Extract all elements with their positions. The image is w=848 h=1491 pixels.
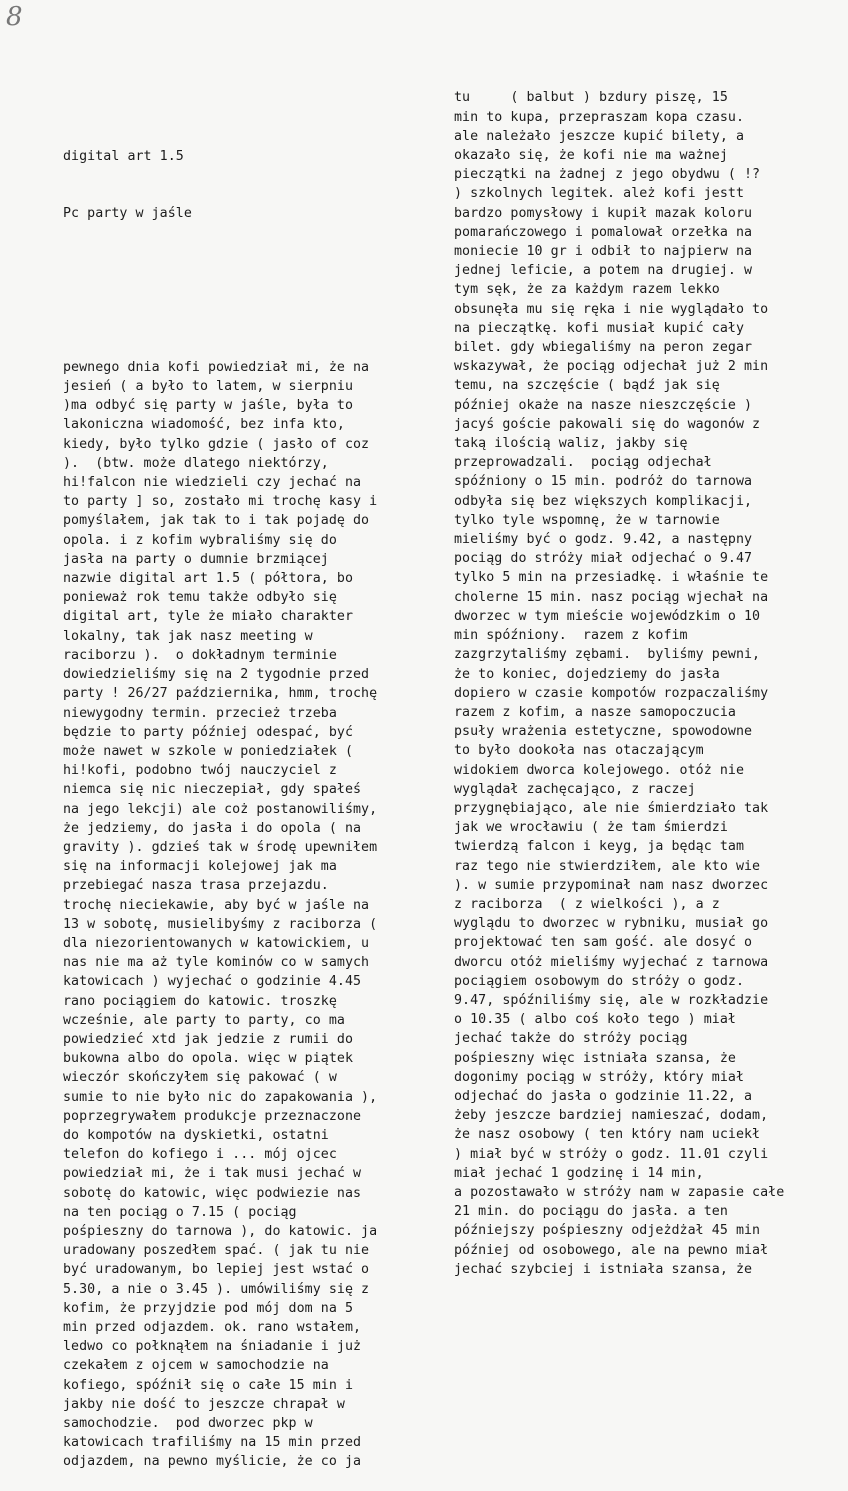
text-line: ponieważ rok temu także odbyło się: [63, 590, 337, 606]
text-line: telefon do kofiego i ... mój ojcec: [63, 1147, 337, 1163]
text-line: odbyła się bez większych komplikacji,: [454, 493, 753, 509]
text-line: na pieczątkę. kofi musiał kupić cały: [454, 320, 744, 336]
text-line: mieliśmy być o godz. 9.42, a następny: [454, 532, 753, 548]
text-line: na jego lekcji) ale coż postanowiliśmy,: [63, 801, 378, 817]
text-line: projektować ten sam gość. ale dosyć o: [454, 935, 753, 951]
text-line: dworcu otóż mieliśmy wyjechać z tarnowa: [454, 954, 769, 970]
text-line: z raciborza ( z wielkości ), a z: [454, 896, 720, 912]
text-line: twierdzą falcon i keyg, ja będąc tam: [454, 839, 744, 855]
text-line: dla niezorientowanych w katowickiem, u: [63, 935, 370, 951]
text-line: spóźniony o 15 min. podróż do tarnowa: [454, 474, 753, 490]
text-line: bardzo pomysłowy i kupił mazak koloru: [454, 205, 753, 221]
text-line: niemca się nic nieczepiał, gdy spałeś: [63, 782, 362, 798]
text-line: 13 w sobotę, musielibyśmy z raciborza (: [63, 916, 378, 932]
text-line: dworzec w tym mieście wojewódzkim o 10: [454, 608, 761, 624]
text-line: tylko 5 min na przesiadkę. i właśnie te: [454, 570, 769, 586]
text-line: cholerne 15 min. nasz pociąg wjechał na: [454, 589, 769, 605]
text-line: hi!falcon nie wiedzieli czy jechać na: [63, 475, 362, 491]
text-line: katowicach ) wyjechać o godzinie 4.45: [63, 974, 362, 990]
text-line: bukowna albo do opola. więc w piątek: [63, 1051, 353, 1067]
text-line: jak we wrocławiu ( że tam śmierdzi: [454, 820, 728, 836]
text-line: wyglądu to dworzec w rybniku, musiał go: [454, 916, 769, 932]
text-line: jasła na party o dumnie brzmiącej: [63, 551, 329, 567]
text-line: kiedy, było tylko gdzie ( jasło of coz: [63, 436, 370, 452]
text-line: 5.30, a nie o 3.45 ). umówiliśmy się z: [63, 1281, 370, 1297]
text-line: dogonimy pociąg w stróży, który miał: [454, 1069, 744, 1085]
text-line: min spóźniony. razem z kofim: [454, 628, 688, 644]
text-line: że jedziemy, do jasła i do opola ( na: [63, 820, 362, 836]
text-line: miał jechać 1 godzinę i 14 min,: [454, 1165, 704, 1181]
text-line: opola. i z kofim wybraliśmy się do: [63, 532, 337, 548]
text-line: lakoniczna wiadomość, bez infa kto,: [63, 417, 345, 433]
text-line: rano pociągiem do katowic. troszkę: [63, 993, 337, 1009]
text-line: przygnębiająco, ale nie śmierdziało tak: [454, 800, 769, 816]
text-line: obsunęła mu się ręka i nie wyglądało to: [454, 301, 769, 317]
text-line: że nasz osobowy ( ten który nam uciekł: [454, 1127, 761, 1143]
text-line: ). w sumie przypominał nam nasz dworzec: [454, 877, 769, 893]
text-line: party ! 26/27 października, hmm, trochę: [63, 686, 378, 702]
text-line: wskazywał, że pociąg odjechał już 2 min: [454, 359, 769, 375]
text-line: 21 min. do pociągu do jasła. a ten: [454, 1204, 728, 1220]
text-line: może nawet w szkole w poniedziałek (: [63, 743, 353, 759]
text-line: tu ( balbut ) bzdury piszę, 15: [454, 90, 728, 106]
text-line: że to koniec, dojedziemy do jasła: [454, 666, 720, 682]
article-title: [63, 108, 443, 262]
text-line: powiedzieć xtd jak jedzie z rumii do: [63, 1031, 353, 1047]
text-line: tylko tyle wspomnę, że w tarnowie: [454, 512, 720, 528]
text-line: niewygodny termin. przecież trzeba: [63, 705, 337, 721]
text-line: 9.47, spóźniliśmy się, ale w rozkładzie: [454, 992, 769, 1008]
text-line: przebiegać nasza trasa przejazdu.: [63, 878, 329, 894]
text-line: jechać także do stróży pociąg: [454, 1031, 688, 1047]
text-line: to party ] so, zostało mi trochę kasy i: [63, 494, 378, 510]
text-line: raciborzu ). o dokładnym terminie: [63, 647, 337, 663]
text-line: ale należało jeszcze kupić bilety, a: [454, 128, 744, 144]
text-line: lokalny, tak jak nasz meeting w: [63, 628, 313, 644]
subtitle-line: Pc party w jaśle: [63, 206, 192, 222]
text-line: katowicach trafiliśmy na 15 min przed: [63, 1435, 362, 1451]
text-line: do kompotów na dyskietki, ostatni: [63, 1127, 329, 1143]
text-line: okazało się, że kofi nie ma ważnej: [454, 148, 728, 164]
text-line: poprzegrywałem produkcje przeznaczone: [63, 1108, 362, 1124]
text-line: później okaże na nasze nieszczęście ): [454, 397, 753, 413]
text-line: pomyślałem, jak tak to i tak pojadę do: [63, 513, 370, 529]
text-line: )ma odbyć się party w jaśle, była to: [63, 398, 353, 414]
text-line: raz tego nie stwierdziłem, ale kto wie: [454, 858, 761, 874]
text-line: kofiego, spóźnił się o całe 15 min i: [63, 1377, 353, 1393]
text-line: pieczątki na żadnej z jego obydwu ( !?: [454, 167, 761, 183]
text-line: psuły wrażenia estetyczne, spowodowne: [454, 724, 753, 740]
text-line: a pozostawało w stróży nam w zapasie całe: [454, 1184, 785, 1200]
text-line: widokiem dworca kolejowego. otóż nie: [454, 762, 744, 778]
text-line: zazgrzytaliśmy zębami. byliśmy pewni,: [454, 647, 761, 663]
text-line: będzie to party później odespać, być: [63, 724, 353, 740]
text-line: gravity ). gdzieś tak w środę upewniłem: [63, 839, 378, 855]
text-line: pewnego dnia kofi powiedział mi, że na: [63, 359, 370, 375]
text-line: trochę nieciekawie, aby być w jaśle na: [63, 897, 370, 913]
text-line: hi!kofi, podobno twój nauczyciel z: [63, 763, 337, 779]
text-line: moniecie 10 gr i odbił to najpierw na: [454, 244, 753, 260]
text-line: na ten pociąg o 7.15 ( pociąg: [63, 1204, 297, 1220]
text-line: wyglądał zachęcająco, z raczej: [454, 781, 696, 797]
text-line: wieczór skończyłem się pakować ( w: [63, 1070, 337, 1086]
text-line: samochodzie. pod dworzec pkp w: [63, 1416, 313, 1432]
text-line: taką ilością waliz, jakby się: [454, 436, 688, 452]
text-line: wcześnie, ale party to party, co ma: [63, 1012, 345, 1028]
text-line: min przed odjazdem. ok. rano wstałem,: [63, 1320, 362, 1335]
text-line: razem z kofim, a nasze samopoczucia: [454, 704, 736, 720]
text-line: ledwo co połknąłem na śniadanie i już: [63, 1339, 362, 1355]
text-line: powiedział mi, że i tak musi jechać w: [63, 1166, 362, 1182]
text-line: pociągiem osobowym do stróży o godz.: [454, 973, 744, 989]
text-line: odjazdem, na pewno myślicie, że co ja: [63, 1454, 362, 1470]
text-line: jednej leficie, a potem na drugiej. w: [454, 263, 753, 279]
text-line: digital art, tyle że miało charakter: [63, 609, 353, 625]
text-line: odjechać do jasła o godzinie 11.22, a: [454, 1088, 753, 1104]
text-line: później od osobowego, ale na pewno miał: [454, 1242, 769, 1258]
text-line: dopiero w czasie kompotów rozpaczaliśmy: [454, 685, 769, 701]
text-line: jacyś goście pakowali się do wagonów z: [454, 416, 761, 432]
text-line: pośpieszny więc istniała szansa, że: [454, 1050, 736, 1066]
text-line: czekałem z ojcem w samochodzie na: [63, 1358, 329, 1374]
text-line: nas nie ma aż tyle kominów co w samych: [63, 955, 370, 971]
text-line: kofim, że przyjdzie pod mój dom na 5: [63, 1300, 353, 1316]
text-line: być uradowanym, bo lepiej jest wstać o: [63, 1262, 370, 1278]
text-line: o 10.35 ( albo coś koło tego ) miał: [454, 1012, 736, 1028]
text-line: jesień ( a było to latem, w sierpniu: [63, 379, 353, 395]
left-body-text: [63, 358, 443, 1472]
text-line: dowiedzieliśmy się na 2 tygodnie przed: [63, 667, 370, 683]
left-column: [63, 50, 443, 1491]
text-line: pomarańczowego i pomalował orzełka na: [454, 224, 753, 240]
text-line: przeprowadzali. pociąg odjechał: [454, 455, 712, 471]
text-line: to było dookoła nas otaczającym: [454, 743, 704, 759]
text-line: sobotę do katowic, więc podwiezie nas: [63, 1185, 362, 1201]
text-line: temu, na szczęście ( bądź jak się: [454, 378, 720, 394]
text-line: ) szkolnych legitek. ależ kofi jestt: [454, 186, 744, 202]
text-line: pośpieszny do tarnowa ), do katowic. ja: [63, 1223, 378, 1239]
text-line: tym sęk, że za każdym razem lekko: [454, 282, 720, 298]
text-line: pociąg do stróży miał odjechać o 9.47: [454, 551, 753, 567]
text-line: sumie to nie było nic do zapakowania ),: [63, 1089, 378, 1105]
text-line: się na informacji kolejowej jak ma: [63, 859, 337, 875]
text-line: nazwie digital art 1.5 ( półtora, bo: [63, 571, 353, 587]
text-line: bilet. gdy wbiegaliśmy na peron zegar: [454, 340, 753, 356]
page-number: 8: [6, 2, 23, 32]
text-line: jechać szybciej i istniała szansa, że: [454, 1261, 753, 1277]
title-line: digital art 1.5: [63, 148, 184, 164]
text-line: żeby jeszcze bardziej namieszać, dodam,: [454, 1108, 769, 1124]
right-body-text: [454, 88, 836, 1279]
right-column: [454, 50, 836, 1298]
text-line: ). (btw. może dlatego niektórzy,: [63, 455, 329, 471]
text-line: późniejszy pośpieszny odjeżdżał 45 min: [454, 1223, 761, 1239]
text-line: uradowany poszedłem spać. ( jak tu nie: [63, 1243, 370, 1259]
text-line: min to kupa, przepraszam kopa czasu.: [454, 109, 744, 125]
text-line: ) miał być w stróży o godz. 11.01 czyli: [454, 1146, 769, 1162]
text-line: jakby nie dość to jeszcze chrapał w: [63, 1396, 345, 1412]
